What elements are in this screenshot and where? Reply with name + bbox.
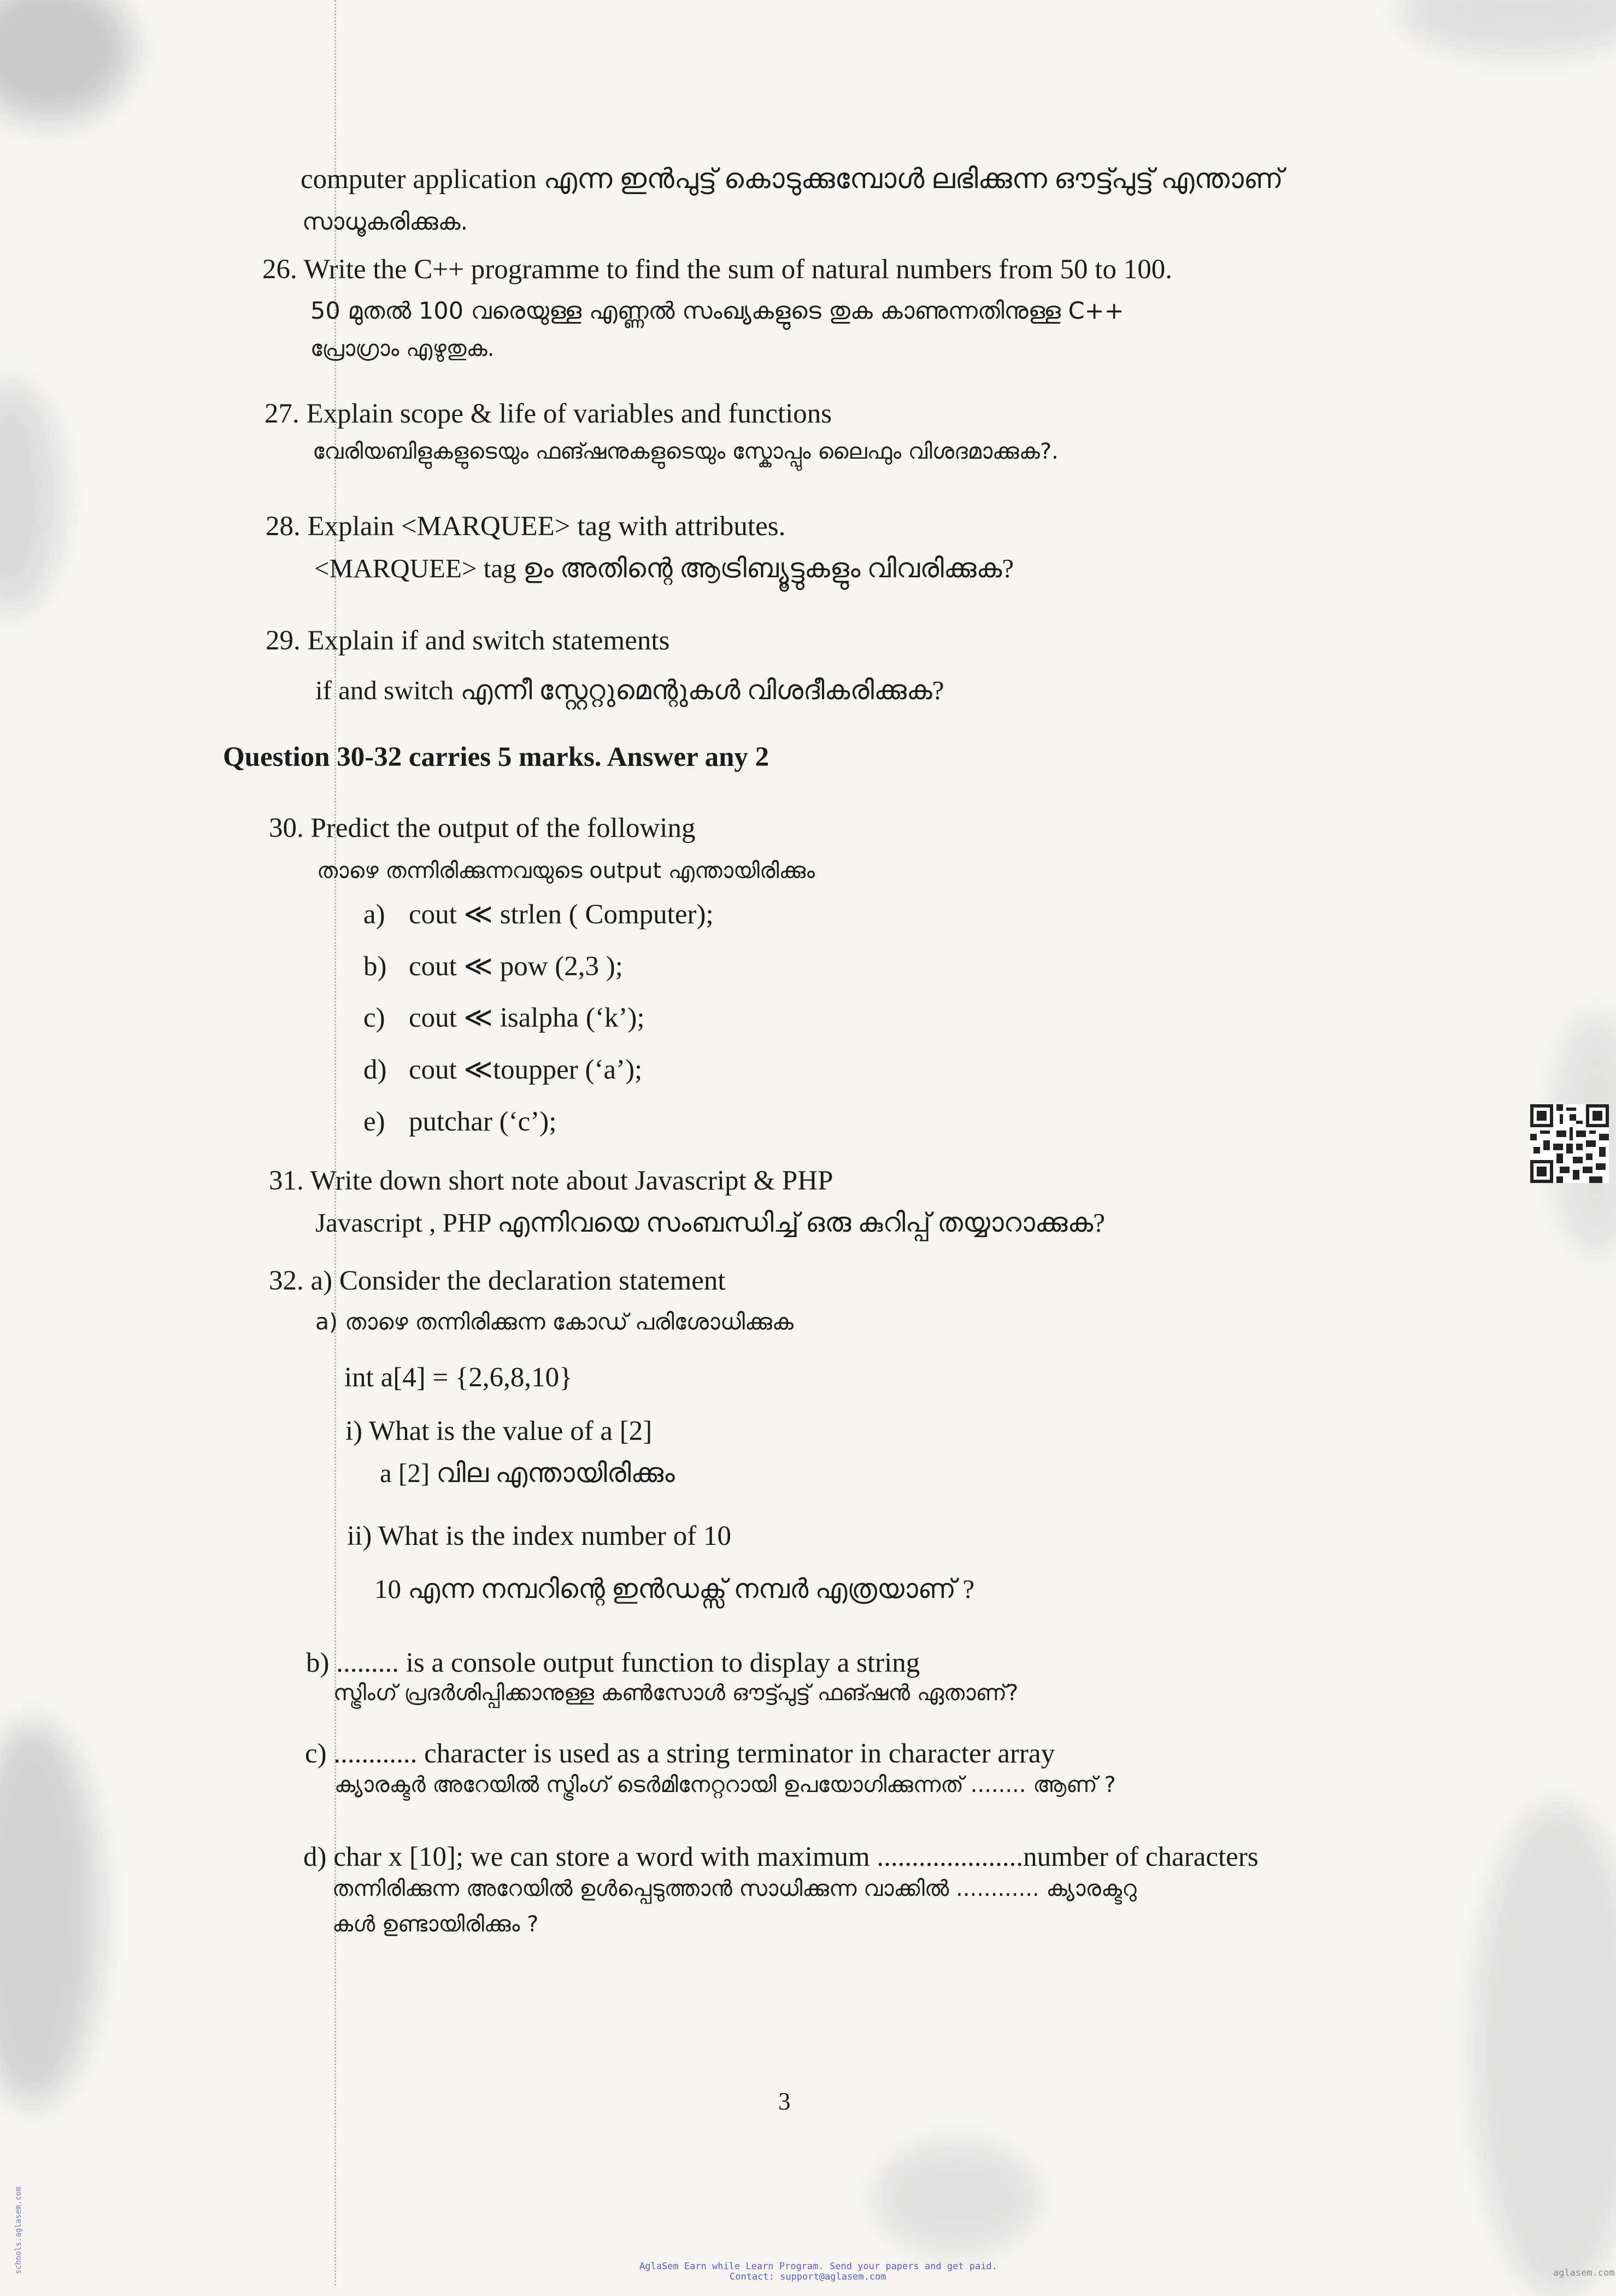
- q32b-text: b) ......... is a console output function to display a string: [306, 1648, 920, 1678]
- q30-item-code: cout ≪toupper (‘a’);: [409, 1055, 643, 1085]
- footer-line-1: AglaSem Earn while Learn Program. Send your papers and get paid.: [639, 2261, 998, 2272]
- page-number: 3: [778, 2088, 791, 2115]
- q30-item-label: e): [363, 1106, 385, 1137]
- q30-item-code: cout ≪ isalpha (‘k’);: [409, 1003, 645, 1033]
- q30-item-code: cout ≪ pow (2,3 );: [409, 951, 623, 982]
- q25-tail-malayalam: സാധൂകരിക്കുക.: [302, 208, 468, 236]
- q32d-malayalam: തന്നിരിക്കുന്ന അറേയിൽ ഉൾപ്പെടുത്താൻ സാധിക്കുന്ന വാക്കിൽ ............ ക്യാരക്ടറു: [332, 1876, 1137, 1901]
- q32-declaration: int a[4] = {2,6,8,10}: [344, 1362, 573, 1393]
- scan-shadow: [874, 2143, 1038, 2252]
- q32-text: 32. a) Consider the declaration statement: [269, 1266, 726, 1296]
- qr-code-icon: [1530, 1104, 1609, 1183]
- q30-malayalam: താഴെ തന്നിരിക്കുന്നവയുടെ output എന്തായിരിക്കും: [317, 858, 815, 883]
- q30-item-label: a): [363, 899, 385, 930]
- q28-malayalam: <MARQUEE> tag ഉം അതിന്റെ ആട്രിബ്യൂട്ടുകളും വിവരിക്കുക?: [314, 553, 1014, 583]
- q31-text: 31. Write down short note about Javascript & PHP: [269, 1165, 833, 1196]
- scan-shadow: [0, 1722, 98, 2105]
- q30-item-code: cout ≪ strlen ( Computer);: [409, 899, 714, 930]
- q32-ii-malayalam: 10 എന്ന നമ്പറിന്റെ ഇൻഡക്സ് നമ്പർ എത്രയാണ് ?: [374, 1574, 975, 1604]
- q29-text: 29. Explain if and switch statements: [266, 625, 670, 656]
- section-heading: Question 30-32 carries 5 marks. Answer any 2: [223, 742, 769, 772]
- scan-shadow: [1399, 0, 1616, 55]
- q32b-malayalam: സ്ട്രിംഗ് പ്രദർശിപ്പിക്കാനുള്ള കൺസോൾ ഔട്ട്പുട്ട് ഫങ്ഷൻ ഏതാണ്?: [333, 1680, 1019, 1706]
- q29-malayalam: if and switch എന്നീ സ്റ്റേറ്റുമെന്റുകൾ വിശദീകരിക്കുക?: [315, 675, 944, 705]
- q30-item-label: d): [363, 1055, 387, 1085]
- q32c-malayalam: ക്യാരക്ടർ അറേയിൽ സ്ട്രിംഗ് ടെർമിനേറ്ററായി ഉപയോഗിക്കുന്നത് ........ ആണ് ?: [334, 1772, 1116, 1797]
- side-watermark: schools.aglasem.com: [14, 2186, 23, 2274]
- footer-contact: Contact: support@aglasem.com: [730, 2271, 886, 2282]
- q25-tail-text: computer application എന്ന ഇൻപുട്ട് കൊടുക്കുമ്പോൾ ലഭിക്കുന്ന ഔട്ട്പുട്ട് എന്താണ്: [301, 164, 1284, 195]
- q26-text: 26. Write the C++ programme to find the sum of natural numbers from 50 to 100.: [262, 254, 1172, 285]
- q30-item-label: b): [363, 951, 387, 982]
- q32-i-malayalam: a [2] വില എന്തായിരിക്കും: [380, 1458, 675, 1488]
- q30-item-code: putchar (‘c’);: [409, 1106, 557, 1137]
- q32d-text: d) char x [10]; we can store a word with maximum .....................number of characters: [303, 1842, 1259, 1872]
- q28-text: 28. Explain <MARQUEE> tag with attributes.: [266, 511, 786, 542]
- q27-text: 27. Explain scope & life of variables and functions: [265, 399, 832, 429]
- footer-site: aglasem.com: [1553, 2268, 1615, 2279]
- q30-text: 30. Predict the output of the following: [269, 813, 696, 844]
- scan-shadow: [0, 383, 60, 612]
- q32-i-text: i) What is the value of a [2]: [345, 1416, 653, 1446]
- q30-item-label: c): [363, 1003, 385, 1033]
- q32c-text: c) ............ character is used as a string terminator in character array: [305, 1738, 1055, 1769]
- scan-shadow: [0, 0, 131, 120]
- q27-malayalam: വേരിയബിളുകളുടെയും ഫങ്ഷനുകളുടെയും സ്കോപ്പും ലൈഫും വിശദമാക്കുക?.: [313, 439, 1059, 464]
- q32-ii-text: ii) What is the index number of 10: [347, 1521, 731, 1551]
- q31-malayalam: Javascript , PHP എന്നിവയെ സംബന്ധിച്ച് ഒരു കുറിപ്പ് തയ്യാറാക്കുക?: [315, 1208, 1105, 1238]
- q32a-malayalam: a) താഴെ തന്നിരിക്കുന്ന കോഡ് പരിശോധിക്കുക: [315, 1309, 794, 1335]
- q26-malayalam-2: പ്രോഗ്രാം എഴുതുക.: [310, 336, 495, 361]
- q26-malayalam: 50 മുതൽ 100 വരെയുള്ള എണ്ണൽ സംഖ്യകളുടെ തുക കാണുന്നതിനുള്ള C++: [310, 297, 1124, 325]
- q32d-malayalam-2: കൾ ഉണ്ടായിരിക്കും ?: [332, 1912, 539, 1937]
- scan-shadow: [1476, 1804, 1616, 2296]
